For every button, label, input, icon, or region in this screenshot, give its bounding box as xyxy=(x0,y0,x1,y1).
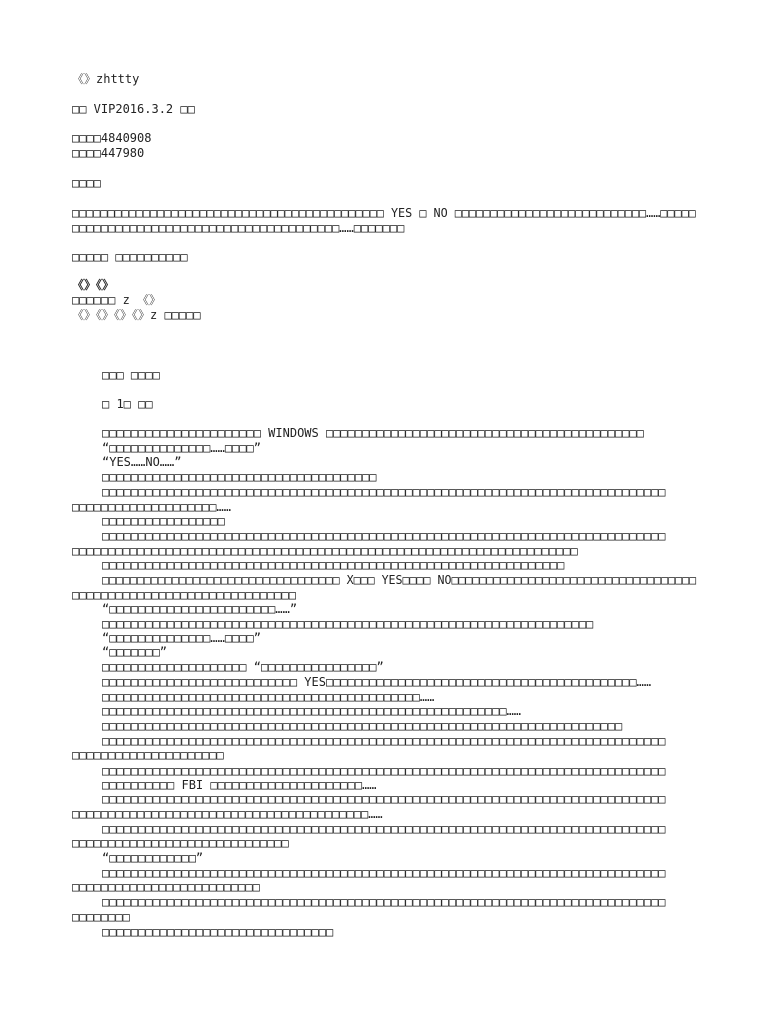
body-line: □□□□□□□□□□□□□□□□□□□□□□□□□□□□□□□□□□□□□□□□□□□□□□□□□□□□□□□□□□□□□□□□□□□□□□□□□□□□□□ xyxy=(102,764,666,778)
body-line: □□□□□□□□□□□□□□□□□□□□□□□□□□□□□□□□□□□□□□□□□□□□□□□□□□□□□□□□□□□□□□□□□□□□ xyxy=(102,617,594,631)
chapter-number: □ 1□ □□ xyxy=(102,397,153,411)
body-line: □□□□□□□□□□□□□□□□□□□□□□□□□□□□□□□□□□□□□□□□□□□□□□□□□□□□□□□□□□□□□□□□□□□□□□□□□□□□□□ xyxy=(102,734,666,748)
body-line: “□□□□□□□□□□□□□□……□□□□” xyxy=(102,441,261,455)
body-line: □□□□□□□□□□ FBI □□□□□□□□□□□□□□□□□□□□□…… xyxy=(102,778,377,792)
body-line: □□□□□□□□□□□□□□□□□□□□…… xyxy=(72,500,231,514)
body-line: □□□□□□□□□□□□□□□□□□□□□□□□□□□□□□ xyxy=(72,836,289,850)
body-line: “YES……NO……” xyxy=(102,455,182,469)
body-line: □□□□□□□□□□□□□□□□□□□□□□□□□□□□□□□□ xyxy=(102,925,334,939)
body-line: □□□□□□□□□□□□□□□□□□□□□□□□□□ xyxy=(72,880,260,894)
intro-paragraph-line: □□□□□□□□□□□□□□□□□□□□□□□□□□□□□□□□□□□□□……□□□□□□□ xyxy=(72,221,405,235)
intro-paragraph-line: □□□□□□□□□□□□□□□□□□□□□□□□□□□□□□□□□□□□□□□□□□□□ YES □ NO □□□□□□□□□□□□□□□□□□□□□□□□□□□……□□□□□ xyxy=(72,206,696,220)
version-line: □□ VIP2016.3.2 □□ xyxy=(72,102,195,116)
body-line: □□□□□□□□□□□□□□□□□□□□□□□□□□□□□□□□□□□□□□□□□□□□□□□□□□□□□□□□□□□□□□□□□□□□□□□□□□□□□□ xyxy=(102,866,666,880)
subtitle-line: □□□□□ □□□□□□□□□□ xyxy=(72,250,188,264)
section-label: □□□□ xyxy=(72,176,101,190)
body-line: □□□□□□□□□□□□□□□□□□□□□□□□□□□□□□□□□□□□□□ xyxy=(102,470,377,484)
z-line: 《》《》《》《》z □□□□□ xyxy=(72,308,201,322)
body-line: □□□□□□□□□□□□□□□□□□□□□□ WINDOWS □□□□□□□□□□□□□□□□□□□□□□□□□□□□□□□□□□□□□□□□□□□□ xyxy=(102,426,644,440)
body-line: “□□□□□□□□□□□□□□□□□□□□□□□……” xyxy=(102,602,298,616)
body-line: □□□□□□□□□□□□□□□□□□□□□□□□□□□□□□□□□□ X□□□ YES□□□□ NO□□□□□□□□□□□□□□□□□□□□□□□□□□□□□□□□□□□ xyxy=(102,573,697,587)
body-line: □□□□□□□□□□□□□□□□□ xyxy=(102,514,225,528)
body-line: □□□□□□□□□□□□□□□□□□□□□□□□□□□□□□□□□□□□□□□□□□□□…… xyxy=(102,690,435,704)
body-line: □□□□□□□□□□□□□□□□□□□□□□□□□□□□□□□□□□□□□□□□□□□□□□□□□□□□□□□□□□□□□□□□□□□□□□□□□□□□□□ xyxy=(102,895,666,909)
body-line: □□□□□□□□□□□□□□□□□□□□□□□□□□□□□□□□□□□□□□□□□□□□□□□□□□□□□□□□□□□□□□□□□□□□□□□□□□□□□□ xyxy=(102,792,666,806)
z-line: □□□□□□ z 《》 xyxy=(72,293,162,307)
body-line: □□□□□□□□ xyxy=(72,910,130,924)
body-line: “□□□□□□□□□□□□” xyxy=(102,851,204,865)
stat-line: □□□□447980 xyxy=(72,146,145,160)
body-line: □□□□□□□□□□□□□□□□□□□□□□□□□□□□□□□□□□□□□□□□□□□□□□□□□□□□□□□□□□□□□□□□□□□□□□□□□□□□□□ xyxy=(102,485,666,499)
body-line: □□□□□□□□□□□□□□□□□□□□□ xyxy=(72,748,224,762)
body-line: □□□□□□□□□□□□□□□□□□□□□□□□□□□□□□□□□□□□□□□□□□□□□□□□□□□□□□□□□□□□□□□□□□□□□□ xyxy=(72,544,578,558)
stat-line: □□□□4840908 xyxy=(72,131,152,145)
body-line: □□□□□□□□□□□□□□□□□□□□□□□□□□□ YES□□□□□□□□□□□□□□□□□□□□□□□□□□□□□□□□□□□□□□□□□□□…… xyxy=(102,675,652,689)
body-line: □□□□□□□□□□□□□□□□□□□□□□□□□□□□□□□□□□□□□□□□□□□□□□□□□□□□□□□□□□□□□□□□ xyxy=(102,558,565,572)
chapter-heading: □□□ □□□□ xyxy=(102,368,160,382)
author-line: 《》zhttty xyxy=(72,72,140,86)
body-line: □□□□□□□□□□□□□□□□□□□□□□□□□□□□□□□ xyxy=(72,588,296,602)
body-line: □□□□□□□□□□□□□□□□□□□□ “□□□□□□□□□□□□□□□□” xyxy=(102,660,384,674)
body-line: “□□□□□□□□□□□□□□……□□□□” xyxy=(102,631,261,645)
body-line: □□□□□□□□□□□□□□□□□□□□□□□□□□□□□□□□□□□□□□□□□□□□□□□□□□□□□□□□□□□□□□□□□□□□□□□□□□□□□□ xyxy=(102,822,666,836)
body-line: “□□□□□□□” xyxy=(102,645,168,659)
body-line: □□□□□□□□□□□□□□□□□□□□□□□□□□□□□□□□□□□□□□□□□□□□□□□□□□□□□□□□…… xyxy=(102,704,522,718)
body-line: □□□□□□□□□□□□□□□□□□□□□□□□□□□□□□□□□□□□□□□□□□□□□□□□□□□□□□□□□□□□□□□□□□□□□□□□ xyxy=(102,719,623,733)
body-line: □□□□□□□□□□□□□□□□□□□□□□□□□□□□□□□□□□□□□□□□□…… xyxy=(72,807,383,821)
mark-line: 《》《》 xyxy=(72,278,115,292)
body-line: □□□□□□□□□□□□□□□□□□□□□□□□□□□□□□□□□□□□□□□□□□□□□□□□□□□□□□□□□□□□□□□□□□□□□□□□□□□□□□ xyxy=(102,529,666,543)
